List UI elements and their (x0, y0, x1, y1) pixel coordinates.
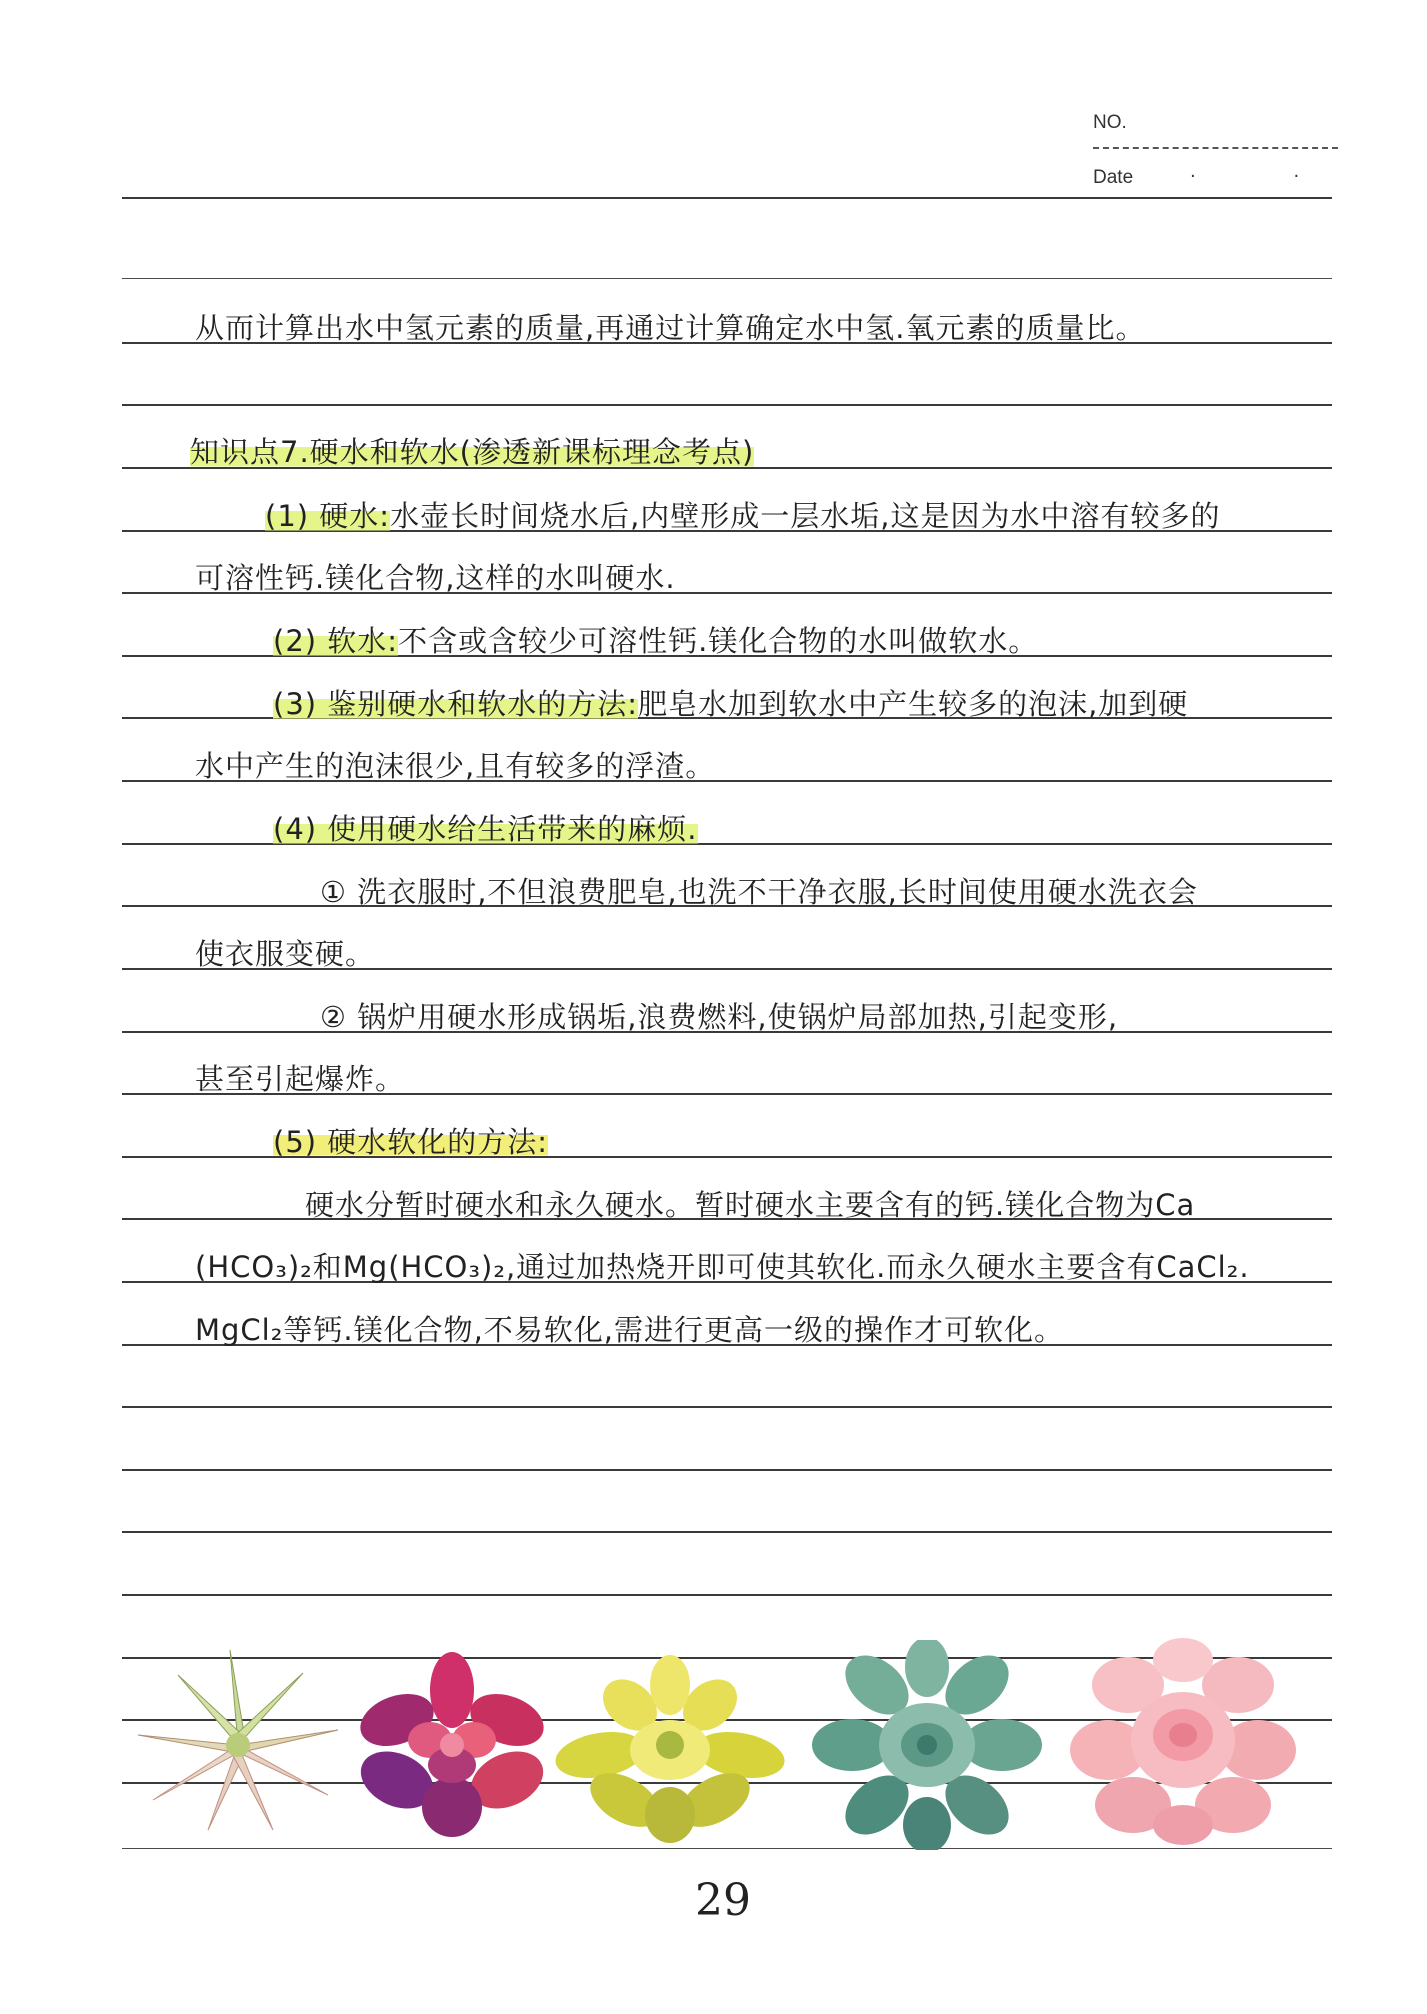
text-line: 硬水分暂时硬水和永久硬水。暂时硬水主要含有的钙.镁化合物为Ca (305, 1188, 1196, 1222)
rule (122, 278, 1332, 279)
item-4-label: (4) 使用硬水给生活带来的麻烦. (273, 812, 698, 846)
item-3-label: (3) 鉴别硬水和软水的方法: (273, 687, 639, 721)
no-label: NO. (1093, 112, 1127, 133)
teal-succulent-icon (812, 1640, 1042, 1850)
item-3 (273, 682, 1188, 723)
yellow-succulent-icon (555, 1645, 785, 1845)
text-line: 可溶性钙.镁化合物,这样的水叫硬水. (195, 561, 676, 595)
item-2-label: (2) 软水: (273, 624, 399, 658)
item-4 (273, 807, 698, 848)
date-label: Date (1093, 167, 1134, 188)
rule (122, 1594, 1332, 1596)
text-line: MgCl₂等钙.镁化合物,不易软化,需进行更高一级的操作才可软化。 (195, 1313, 1065, 1347)
no-dashed-line (1093, 147, 1338, 149)
item-5 (273, 1120, 548, 1161)
text-line: 从而计算出水中氢元素的质量,再通过计算确定水中氢.氧元素的质量比。 (195, 311, 1146, 345)
item-3-text: 肥皂水加到软水中产生较多的泡沫,加到硬 (638, 687, 1189, 721)
item-2 (273, 619, 1038, 660)
text-line: 使衣服变硬。 (195, 937, 376, 971)
text-line: (HCO₃)₂和Mg(HCO₃)₂,通过加热烧开即可使其软化.而永久硬水主要含有CaCl₂. (195, 1250, 1250, 1284)
section-title-text: 知识点7.硬水和软水(渗透新课标理念考点) (190, 435, 755, 469)
text-line: 水中产生的泡沫很少,且有较多的浮渣。 (195, 749, 716, 783)
item-1-text: 水壶长时间烧水后,内壁形成一层水垢,这是因为水中溶有较多的 (390, 499, 1221, 533)
pale-green-succulent-icon (128, 1640, 348, 1840)
section-title (190, 430, 754, 471)
page-number: 29 (695, 1875, 751, 1926)
magenta-succulent-icon (352, 1640, 552, 1840)
rule (122, 197, 1332, 199)
text-line: ① 洗衣服时,不但浪费肥皂,也洗不干净衣服,长时间使用硬水洗衣会 (320, 875, 1198, 909)
item-1-label: (1) 硬水: (265, 499, 391, 533)
rule (122, 404, 1332, 406)
item-2-text: 不含或含较少可溶性钙.镁化合物的水叫做软水。 (398, 624, 1039, 658)
text-line: 甚至引起爆炸。 (195, 1062, 406, 1096)
rule (122, 1469, 1332, 1471)
rule (122, 1531, 1332, 1533)
rule (122, 1406, 1332, 1408)
item-1 (265, 494, 1221, 535)
pink-succulent-icon (1068, 1630, 1298, 1850)
date-dots: · · (1190, 166, 1346, 187)
text-line: ② 锅炉用硬水形成锅垢,浪费燃料,使锅炉局部加热,引起变形, (320, 1000, 1119, 1034)
item-5-label: (5) 硬水软化的方法: (273, 1125, 549, 1159)
